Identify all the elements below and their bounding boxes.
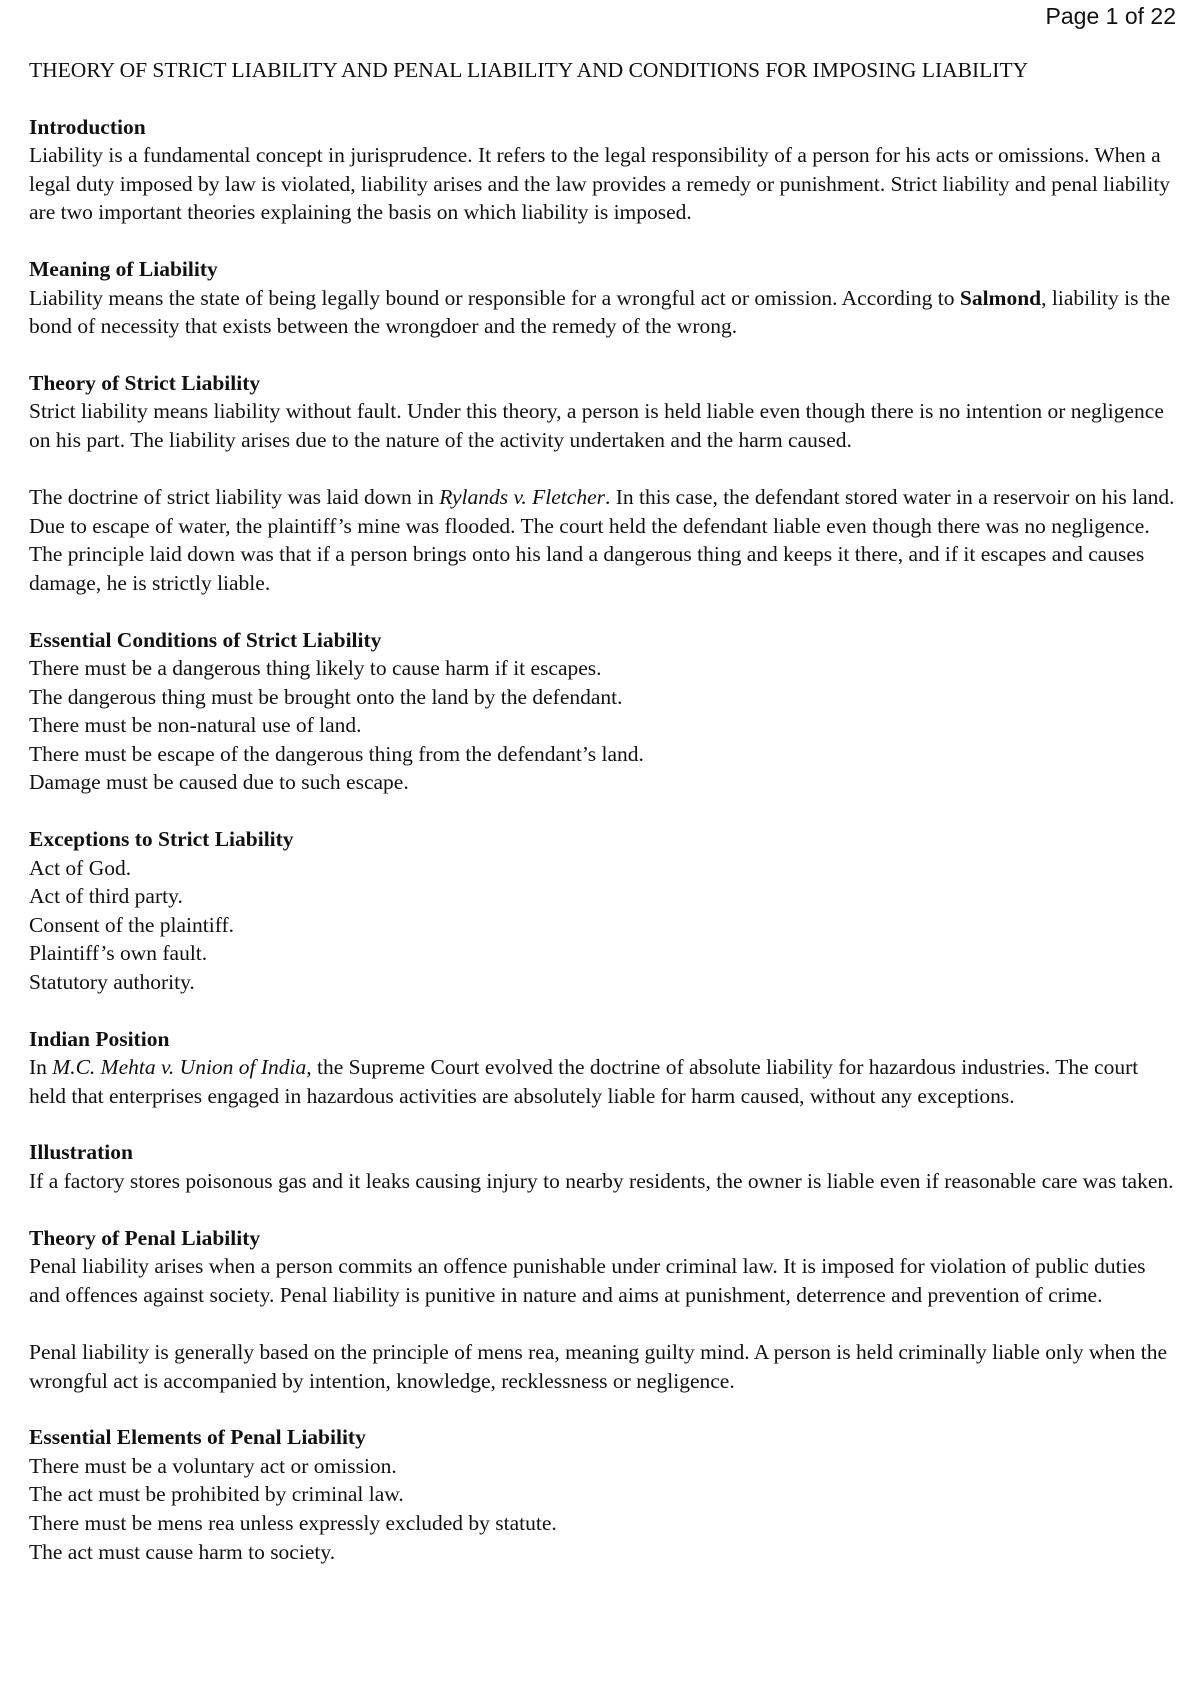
section-heading: Indian Position: [29, 1026, 170, 1051]
section-heading: Exceptions to Strict Liability: [29, 827, 294, 852]
author-name: Salmond: [959, 285, 1042, 310]
paragraph: Liability is a fundamental concept in jurisprudence. It refers to the legal responsibility of a person for his acts or omissions. When a legal duty imposed by law is violated, liability arises and the law provides a remedy or punishment. Strict liability and penal liability are two important theories explaining the basis on which liability is imposed.: [29, 143, 1171, 225]
list-item: The dangerous thing must be brought onto the land by the defendant.: [29, 684, 623, 709]
section-theory-of-strict-liability: [29, 369, 1179, 598]
text-run: , liability is the bond of necessity that exists between the wrongdoer and the remedy of the wrong.: [29, 285, 1171, 339]
paragraph: If a factory stores poisonous gas and it leaks causing injury to nearby residents, the owner is liable even if reasonable care was taken.: [29, 1169, 1174, 1193]
section-illustration: [29, 1138, 1179, 1195]
document-title: THEORY OF STRICT LIABILITY AND PENAL LIABILITY AND CONDITIONS FOR IMPOSING LIABILITY: [29, 58, 1029, 82]
section-theory-of-penal-liability: [29, 1224, 1179, 1396]
list-item: There must be a voluntary act or omission.: [29, 1453, 397, 1478]
section-heading: Theory of Strict Liability: [29, 370, 261, 395]
list-item: The act must cause harm to society.: [29, 1539, 336, 1564]
list-item: The act must be prohibited by criminal law.: [29, 1482, 404, 1507]
exceptions-list: [29, 854, 1179, 997]
list-item: Consent of the plaintiff.: [29, 912, 235, 937]
paragraph: Penal liability arises when a person commits an offence punishable under criminal law. It is imposed for violation of public duties and offences against society. Penal liability is punitive in nature and aims at punishment, deterrence and prevention of crime.: [29, 1254, 1146, 1307]
list-item: Act of third party.: [29, 884, 183, 909]
text-run: Liability means the state of being legally bound or responsible for a wrongful act or omission. According to: [29, 285, 960, 310]
section-meaning-of-liability: [29, 255, 1179, 341]
section-indian-position: [29, 1025, 1179, 1111]
case-name: M.C. Mehta v. Union of India: [52, 1055, 307, 1080]
section-essential-elements-penal-liability: [29, 1423, 1179, 1566]
document-body: [29, 56, 1179, 1594]
paragraph: [29, 483, 1179, 597]
list-item: Act of God.: [29, 855, 132, 880]
list-item: Plaintiff’s own fault.: [29, 941, 208, 966]
text-run: . In this case, the defendant stored water in a reservoir on his land. Due to escape of water, the plaintiff’s mine was flooded. The court held the defendant liable even though there was no negligence. The principle laid down was that if a person brings onto his land a dangerous thing and keeps it there, and if it escapes and causes damage, he is strictly liable.: [29, 485, 1175, 595]
elements-list: [29, 1452, 1179, 1566]
list-item: Damage must be caused due to such escape.: [29, 770, 409, 795]
paragraph: Penal liability is generally based on the principle of mens rea, meaning guilty mind. A person is held criminally liable only when the wrongful act is accompanied by intention, knowledge, recklessness or negligence.: [29, 1339, 1168, 1393]
list-item: Statutory authority.: [29, 970, 195, 995]
paragraph: Strict liability means liability without fault. Under this theory, a person is held liable even though there is no intention or negligence on his part. The liability arises due to the nature of the activity undertaken and the harm caused.: [29, 399, 1164, 452]
section-heading: Meaning of Liability: [29, 256, 218, 281]
section-introduction: [29, 113, 1179, 227]
paragraph: [29, 284, 1179, 341]
page-number: Page 1 of 22: [1045, 3, 1176, 29]
section-heading: Theory of Penal Liability: [29, 1225, 261, 1250]
list-item: There must be escape of the dangerous thing from the defendant’s land.: [29, 741, 644, 766]
section-heading: Illustration: [29, 1140, 133, 1165]
paragraph: [29, 1053, 1179, 1110]
section-heading: Essential Elements of Penal Liability: [29, 1425, 366, 1450]
list-item: There must be a dangerous thing likely to cause harm if it escapes.: [29, 656, 602, 681]
text-run: , the Supreme Court evolved the doctrine of absolute liability for hazardous industries. The court held that enterprises engaged in hazardous activities are absolutely liable for harm caused, without any exceptions.: [29, 1055, 1139, 1108]
text-run: In: [29, 1055, 53, 1080]
section-essential-conditions-strict-liability: [29, 626, 1179, 798]
text-run: The doctrine of strict liability was laid down in: [29, 485, 440, 510]
section-exceptions-strict-liability: [29, 825, 1179, 997]
list-item: There must be non-natural use of land.: [29, 713, 362, 738]
case-name: Rylands v. Fletcher: [439, 485, 605, 510]
conditions-list: [29, 654, 1179, 797]
list-item: There must be mens rea unless expressly excluded by statute.: [29, 1510, 557, 1535]
section-heading: Introduction: [29, 114, 146, 139]
section-heading: Essential Conditions of Strict Liability: [29, 627, 382, 652]
